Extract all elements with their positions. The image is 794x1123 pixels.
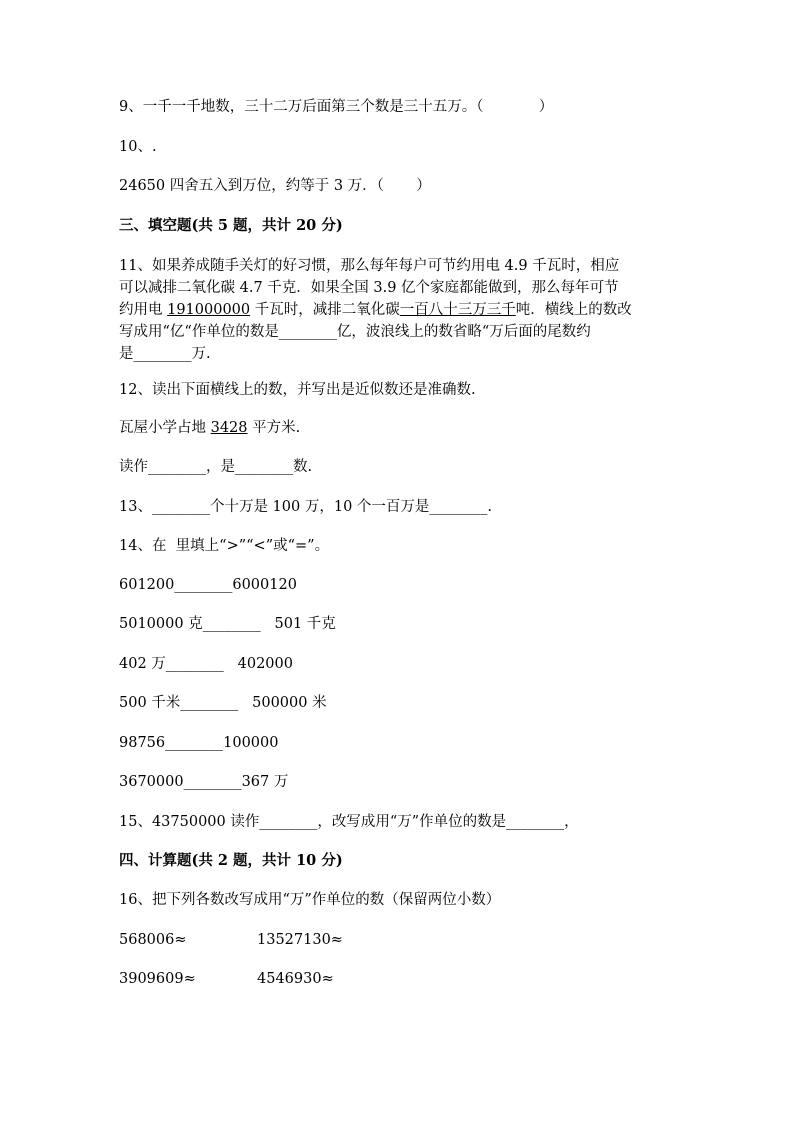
question-14-row: 3670000________367 万	[119, 774, 289, 790]
question-10-text: 24650 四舍五入到万位，约等于 3 万．（ ）	[119, 178, 431, 194]
section-4-heading: 四、计算题(共 2 题，共计 10 分)	[119, 852, 343, 869]
q12-statement-part-b: 平方米.	[247, 420, 301, 436]
q16-item: 568006≈	[119, 932, 187, 948]
q11-line3-part-c: 吨．横线上的数改	[515, 302, 632, 318]
section-3-heading: 三、填空题(共 5 题，共计 20 分)	[119, 217, 343, 234]
question-14-row: 5010000 克________ 501 千克	[119, 616, 336, 632]
q12-underlined-number: 3428	[210, 420, 248, 436]
question-13: 13、________个十万是 100 万，10 个一百万是________.	[119, 499, 493, 515]
question-14-row: 98756________100000	[119, 735, 279, 751]
question-16-title: 16、把下列各数改写成用“万”作单位的数（保留两位小数）	[119, 892, 501, 908]
question-14-row: 601200________6000120	[119, 577, 297, 593]
question-10-number: 10、.	[119, 139, 157, 155]
q11-line3-part-a: 约用电	[119, 302, 168, 318]
q12-statement-part-a: 瓦屋小学占地	[119, 420, 211, 436]
q11-wavy-underlined-number: 一百八十三万三千	[399, 302, 516, 318]
q11-underlined-number: 191000000	[167, 302, 251, 318]
question-14-row: 500 千米________ 500000 米	[119, 695, 327, 711]
q16-item: 4546930≈	[257, 971, 334, 987]
question-11-line-4: 写成用“亿“作单位的数是________亿，波浪线上的数省略“万后面的尾数约	[119, 324, 591, 340]
question-11-line-1: 11、如果养成随手关灯的好习惯，那么每年每户可节约用电 4.9 千瓦时，相应	[119, 258, 620, 274]
question-11-line-2: 可以减排二氧化碳 4.7 千克．如果全国 3.9 亿个家庭都能做到，那么每年可节	[119, 280, 619, 296]
question-11-line-5: 是________万.	[119, 346, 211, 362]
question-12-statement	[119, 418, 300, 438]
q16-item: 3909609≈	[119, 971, 196, 987]
question-16-row-1	[119, 930, 343, 950]
question-12-answer-line: 读作________，是________数.	[119, 459, 313, 475]
question-14-row: 402 万________ 402000	[119, 656, 293, 672]
question-11-line-3	[119, 300, 632, 320]
q11-line3-part-b: 千瓦时，减排二氧化碳	[250, 302, 400, 318]
question-15: 15、43750000 读作________，改写成用“万”作单位的数是________，	[119, 814, 579, 830]
question-12-title: 12、读出下面横线上的数，并写出是近似数还是准确数.	[119, 382, 476, 398]
q16-item: 13527130≈	[257, 932, 343, 948]
question-14-title: 14、在 里填上“>”“<”或“=”。	[119, 538, 330, 554]
question-9: 9、一千一千地数，三十二万后面第三个数是三十五万。（ ）	[119, 99, 554, 115]
question-16-row-2	[119, 969, 334, 989]
